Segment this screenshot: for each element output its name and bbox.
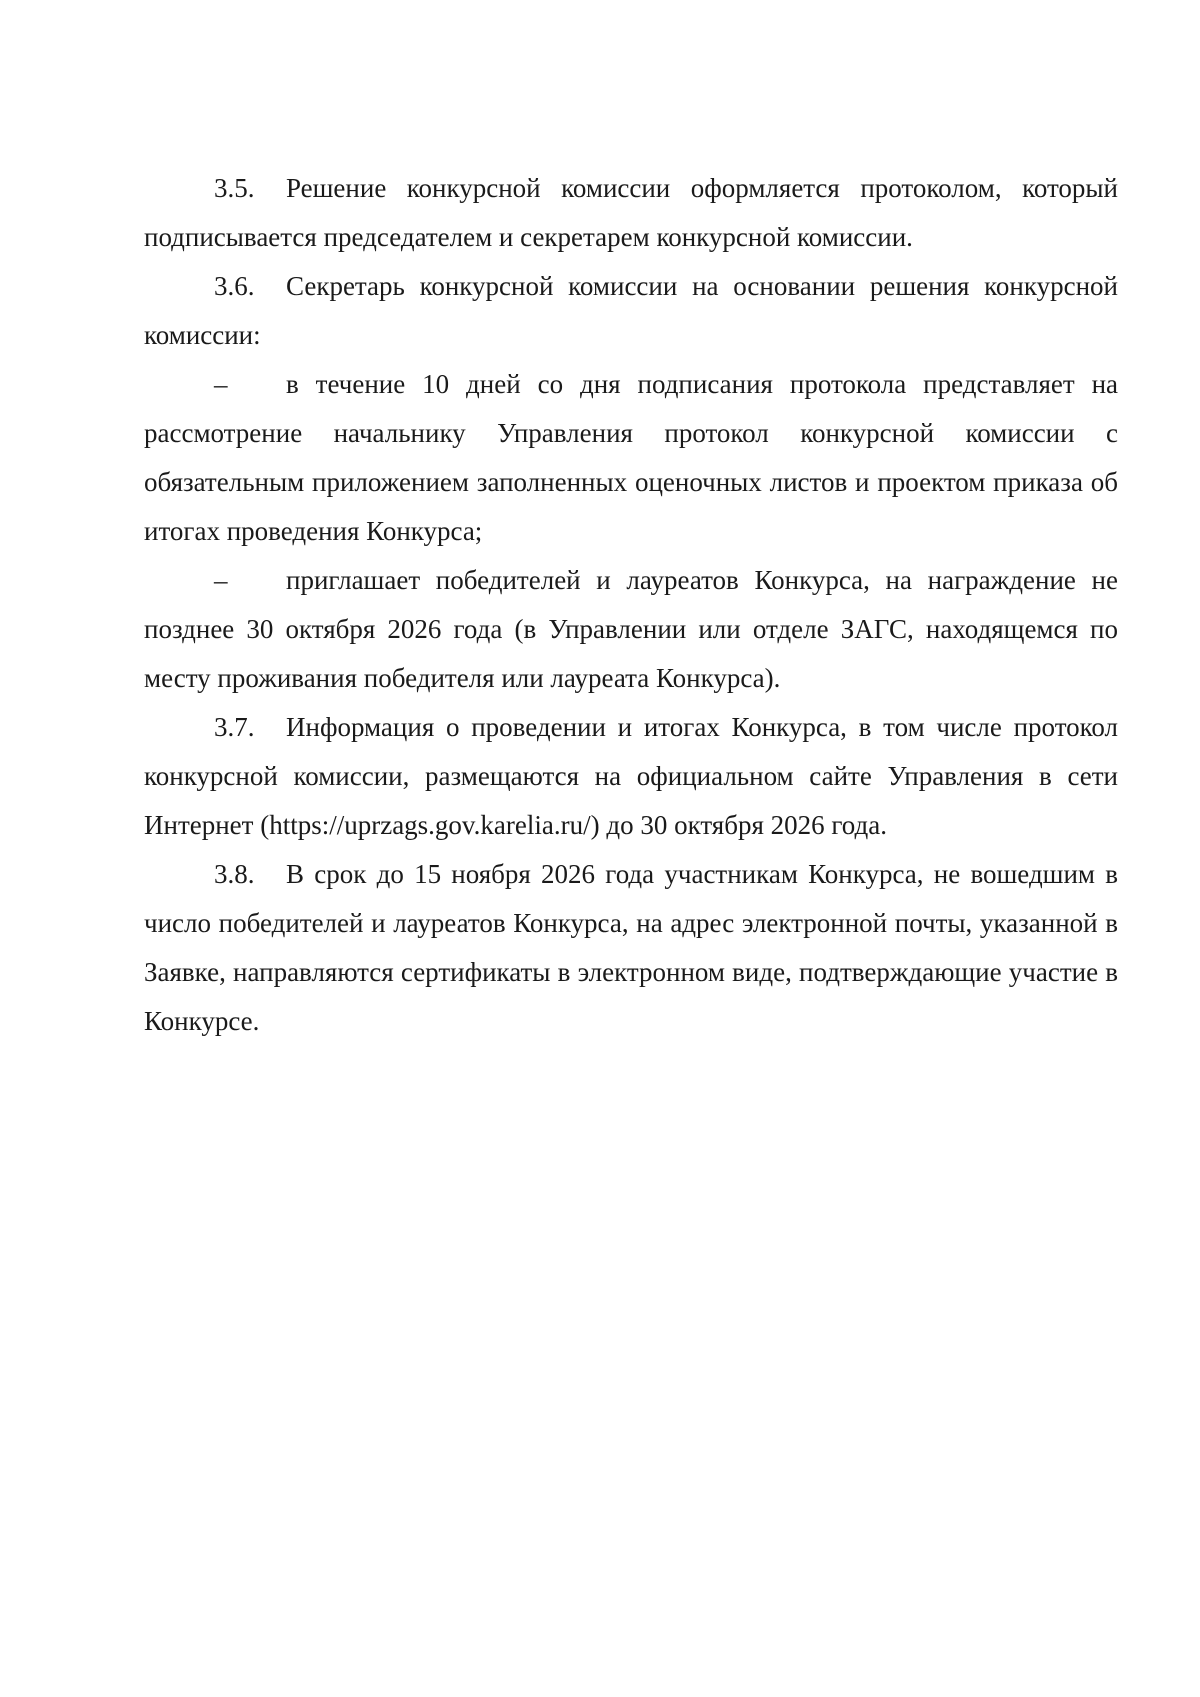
clause-text: Решение конкурсной комиссии оформляется протоколом, который подписывается председателем и секретарем конкурсной комиссии. — [144, 173, 1118, 252]
document-page — [144, 164, 1118, 1046]
clause-text: Информация о проведении и итогах Конкурса, в том числе протокол конкурсной комиссии, размещаются на официальном сайте Управления в сети Интернет (https://uprzags.gov.karelia.ru/) до 30 октября 2026 года. — [144, 712, 1118, 840]
clause-number: 3.7. — [214, 712, 255, 742]
list-item-invite-winners — [144, 556, 1118, 703]
list-dash: – — [214, 369, 228, 399]
list-item-text: приглашает победителей и лауреатов Конкурса, на награждение не позднее 30 октября 2026 года (в Управлении или отделе ЗАГС, находящемся по месту проживания победителя или лауреата Конкурса). — [144, 565, 1118, 693]
clause-text: Секретарь конкурсной комиссии на основании решения конкурсной комиссии: — [144, 271, 1118, 350]
clause-number: 3.6. — [214, 271, 255, 301]
clause-3-8 — [144, 850, 1118, 1046]
clause-number: 3.8. — [214, 859, 255, 889]
clause-3-6 — [144, 262, 1118, 360]
clause-3-7 — [144, 703, 1118, 850]
clause-3-5 — [144, 164, 1118, 262]
list-item-text: в течение 10 дней со дня подписания протокола представляет на рассмотрение начальнику Управления протокол конкурсной комиссии с обязательным приложением заполненных оценочных листов и проектом приказа об итогах проведения Конкурса; — [144, 369, 1118, 546]
list-item-submit-protocol — [144, 360, 1118, 556]
clause-number: 3.5. — [214, 173, 255, 203]
clause-text: В срок до 15 ноября 2026 года участникам Конкурса, не вошедшим в число победителей и лауреатов Конкурса, на адрес электронной почты, указанной в Заявке, направляются сертификаты в электронном виде, подтверждающие участие в Конкурсе. — [144, 859, 1118, 1036]
list-dash: – — [214, 565, 228, 595]
